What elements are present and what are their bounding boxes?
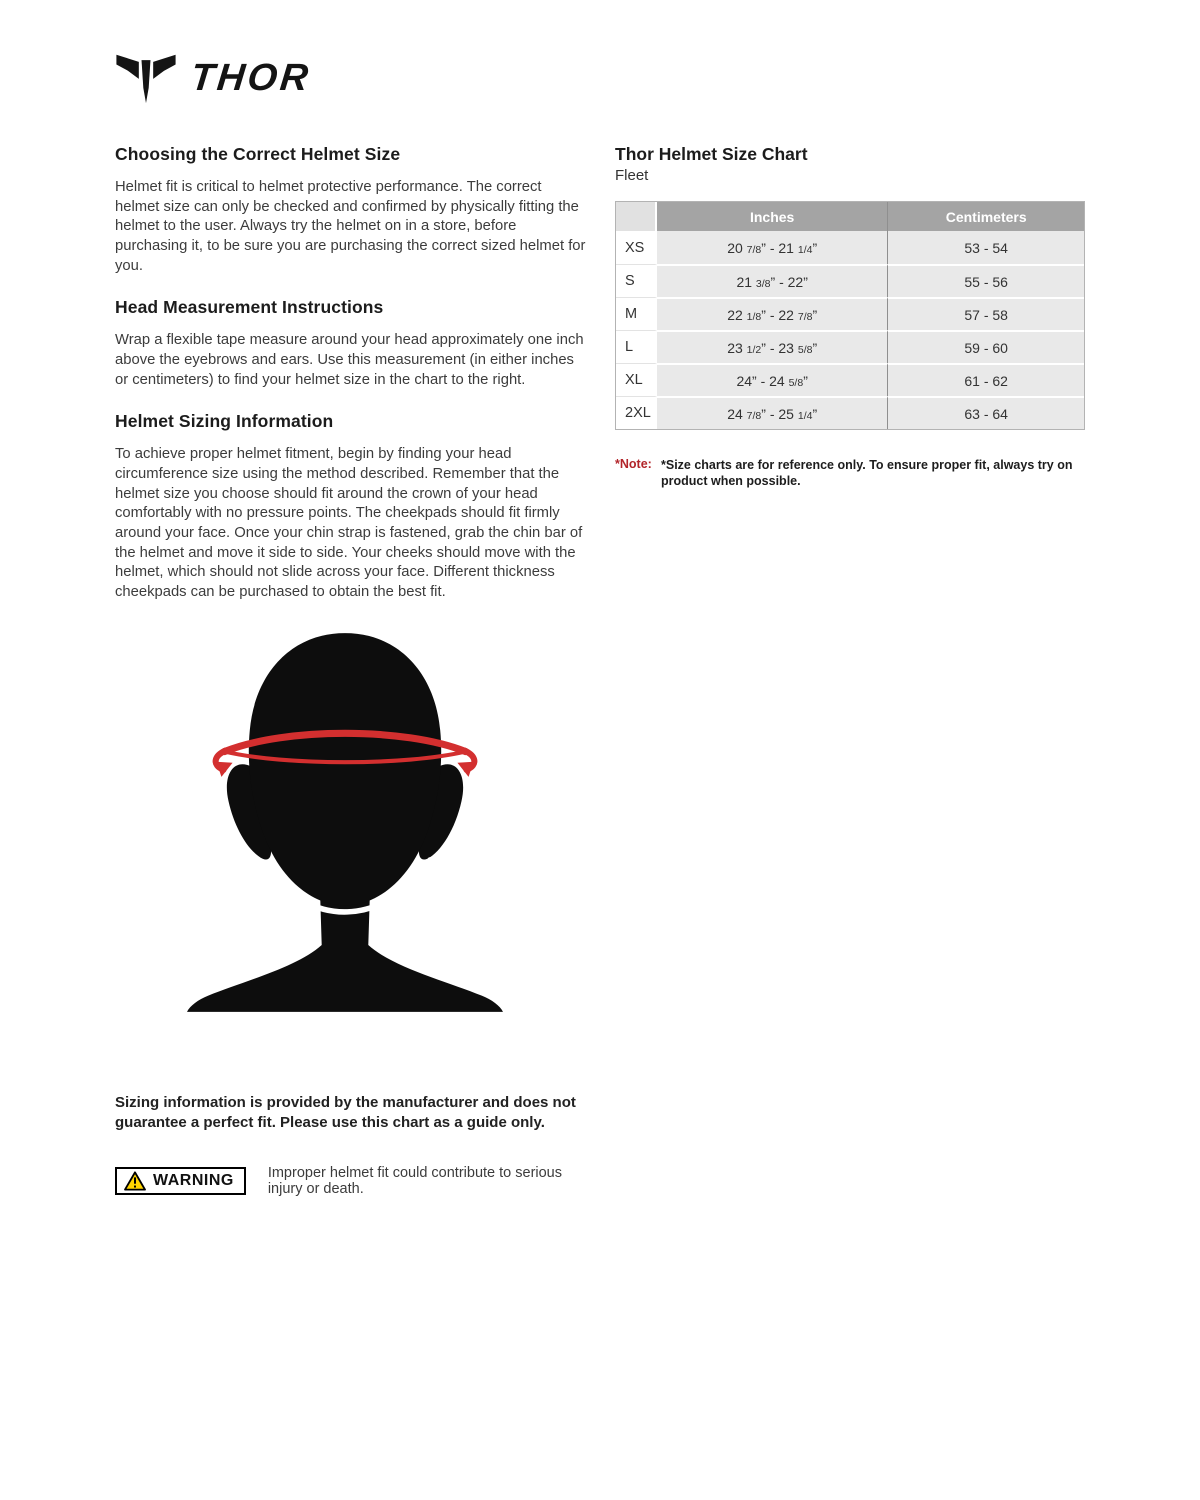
warning-triangle-icon <box>124 1171 146 1191</box>
thor-horns-icon <box>115 52 177 104</box>
table-row <box>616 297 1084 330</box>
table-row <box>616 396 1084 429</box>
size-chart-title: Thor Helmet Size Chart <box>615 144 808 164</box>
section-body: To achieve proper helmet fitment, begin by finding your head circumference size using the method described. Remember that the helmet size you choose should fit around the crown of your head comfortably with no pressure points. The cheekpads should fit firmly around your face. Once your chin strap is fastened, grab the chin bar of the helmet and move it side to side. Your cheeks should move with the helmet, which should not slide across your face. Different thickness cheekpads can be purchased to obtain the best fit. <box>115 446 583 601</box>
size-cell: XL <box>616 363 657 396</box>
centimeters-cell: 61 - 62 <box>888 363 1084 396</box>
header-cell-size <box>616 202 657 231</box>
warning-label: WARNING <box>153 1172 234 1190</box>
section-body: Wrap a flexible tape measure around your head approximately one inch above the eyebrows and ears. Use this measurement (in either inches or centimeters) to find your helmet size in the chart to the right. <box>115 332 584 388</box>
section-sizing-information <box>115 411 587 602</box>
head-silhouette-image <box>177 627 513 1022</box>
left-column <box>115 144 587 1197</box>
section-head-measurement <box>115 297 587 390</box>
note-label: *Note: <box>615 457 652 471</box>
size-cell: M <box>616 297 657 330</box>
content-columns <box>115 144 1085 1197</box>
section-heading: Choosing the Correct Helmet Size <box>115 144 401 164</box>
centimeters-cell: 57 - 58 <box>888 297 1084 330</box>
size-cell: 2XL <box>616 396 657 429</box>
size-cell: XS <box>616 231 657 264</box>
note-text: *Size charts are for reference only. To ensure proper fit, always try on product when possible. <box>661 458 1073 488</box>
size-cell: S <box>616 264 657 297</box>
helmet-size-table <box>615 201 1085 430</box>
table-row <box>616 264 1084 297</box>
header-cell-centimeters: Centimeters <box>888 202 1084 231</box>
section-body: Helmet fit is critical to helmet protective performance. The correct helmet size can only be checked and confirmed by physically fitting the helmet to the user. Always try the helmet on in a store, before purchasing it, to be sure you are purchasing the correct sized helmet for you. <box>115 179 586 274</box>
inches-cell: 23 1/2” - 23 5/8” <box>657 330 888 363</box>
header-cell-inches: Inches <box>657 202 888 231</box>
inches-cell: 24” - 24 5/8” <box>657 363 888 396</box>
inches-cell: 24 7/8” - 25 1/4” <box>657 396 888 429</box>
head-measurement-figure <box>177 627 513 1027</box>
brand-logo <box>115 52 1085 104</box>
section-choosing-size <box>115 144 587 276</box>
centimeters-cell: 59 - 60 <box>888 330 1084 363</box>
reference-note <box>615 457 1085 489</box>
warning-row <box>115 1165 587 1197</box>
size-table-header <box>616 202 1084 231</box>
warning-text: Improper helmet fit could contribute to serious injury or death. <box>267 1165 562 1198</box>
inches-cell: 22 1/8” - 22 7/8” <box>657 297 888 330</box>
inches-cell: 21 3/8” - 22” <box>657 264 888 297</box>
table-row <box>616 330 1084 363</box>
brand-logo-text: THOR <box>188 57 313 99</box>
table-row <box>616 231 1084 264</box>
centimeters-cell: 55 - 56 <box>888 264 1084 297</box>
size-cell: L <box>616 330 657 363</box>
size-chart-subtitle: Fleet <box>615 167 649 184</box>
section-heading: Helmet Sizing Information <box>115 411 334 432</box>
centimeters-cell: 53 - 54 <box>888 231 1084 264</box>
size-table-body <box>616 231 1084 429</box>
centimeters-cell: 63 - 64 <box>888 396 1084 429</box>
manufacturer-disclaimer: Sizing information is provided by the manufacturer and does not guarantee a perfect fit. Please use this chart as a guide only. <box>115 1093 576 1131</box>
table-row <box>616 363 1084 396</box>
inches-cell: 20 7/8” - 21 1/4” <box>657 231 888 264</box>
section-heading: Head Measurement Instructions <box>115 297 384 318</box>
right-column <box>615 144 1085 489</box>
warning-badge <box>115 1167 246 1195</box>
